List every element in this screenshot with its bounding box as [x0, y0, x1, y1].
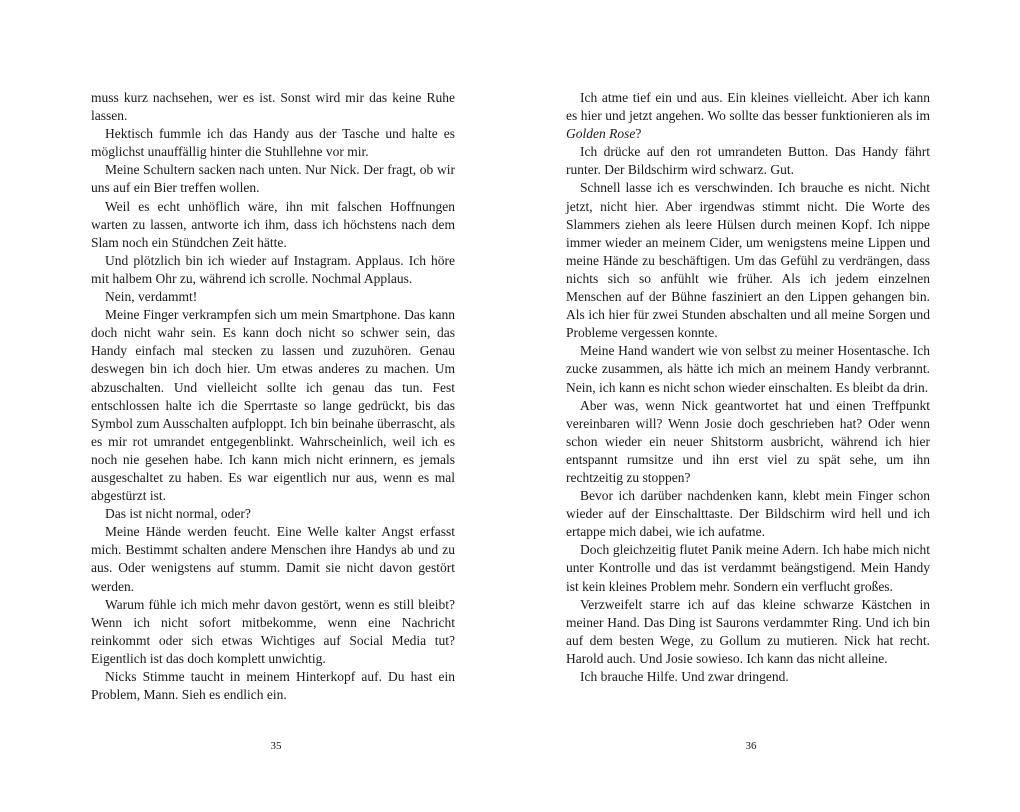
paragraph: muss kurz nachsehen, wer es ist. Sonst wird mir das keine Ruhe lassen. [91, 90, 455, 124]
right-page [566, 89, 930, 686]
paragraph: Nicks Stimme taucht in meinem Hinterkopf auf. Du hast ein Problem, Mann. Sieh es endlich ein. [91, 669, 455, 703]
paragraph: Aber was, wenn Nick geantwortet hat und einen Treffpunkt vereinbaren will? Wenn Josie doch geschrieben hat? Oder wenn schon wieder ein neuer Shitstorm ausbricht, während ich hier entspannt rumsitze und ihn erst viel zu spät sehe, um ihn rechtzeitig zu stoppen? [566, 397, 930, 485]
paragraph: Doch gleichzeitig flutet Panik meine Adern. Ich habe mich nicht unter Kontrolle und das ist verdammt beängstigend. Mein Handy ist kein kleines Problem mehr. Sondern ein verflucht großes. [566, 542, 930, 594]
paragraph [566, 89, 930, 143]
page-number-left: 35 [270, 740, 282, 752]
page-number-right: 36 [745, 740, 757, 752]
paragraph: Ich brauche Hilfe. Und zwar dringend. [580, 669, 789, 684]
text-run: ? [635, 126, 642, 142]
paragraph: Ich drücke auf den rot umrandeten Button. Das Handy fährt runter. Der Bildschirm wird schwarz. Gut. [566, 144, 930, 178]
paragraph: Schnell lasse ich es verschwinden. Ich brauche es nicht. Nicht jetzt, nicht hier. Aber irgendwas stimmt nicht. Die Worte des Slammers ziehen als leere Hülsen durch meinen Kopf. Ich nippe immer wieder an meinem Cider, um wenigstens meine Lippen und meine Hände zu beschäftigen. Um das Gefühl zu verdrängen, dass nichts sich so anfühlt wie früher. Als ich jedem einzelnen Menschen auf der Bühne fasziniert an den Lippen gehangen bin. Als ich hier für zwei Stunden abschalten und all meine Sorgen und Probleme vergessen konnte. [566, 180, 930, 341]
paragraph: Nein, verdammt! [105, 289, 198, 305]
paragraph: Das ist nicht normal, oder? [105, 506, 251, 522]
paragraph: Verzweifelt starre ich auf das kleine schwarze Kästchen in meiner Hand. Das Ding ist Saurons verdammter Ring. Und ich bin auf dem besten Wege, zu Gollum zu mutieren. Nick hat recht. Harold auch. Und Josie sowieso. Ich kann das nicht alleine. [566, 596, 930, 666]
paragraph: Und plötzlich bin ich wieder auf Instagram. Applaus. Ich höre mit halbem Ohr zu, während ich scrolle. Nochmal Applaus. [91, 252, 455, 286]
paragraph: Meine Finger verkrampfen sich um mein Smartphone. Das kann doch nicht wahr sein. Es kann doch nicht so schwer sein, das Handy einfach mal stecken zu lassen und zuzuhören. Genau deswegen bin ich doch hier. Um etwas anderes zu machen. Um abzuschalten. Und vielleicht sollte ich genau das tun. Fest entschlossen halte ich die Sperrtaste so lange gedrückt, bis das Symbol zum Ausschalten aufploppt. Ich bin beinahe überrascht, als es mir rot umrandet entgegenblinkt. Wahrscheinlich, weil ich es noch nie gesehen habe. Ich kann mich nicht erinnern, es jemals ausgeschaltet zu haben. Es war eigentlich nur aus, wenn es mal abgestürzt ist. [91, 307, 455, 504]
paragraph: Meine Hand wandert wie von selbst zu meiner Hosentasche. Ich zucke zusammen, als hätte ich mich an meinem Handy verbrannt. Nein, ich kann es nicht schon wieder einschalten. Es bleibt da drin. [566, 343, 930, 395]
left-page [91, 89, 455, 704]
italic-title: Golden Rose [566, 126, 636, 142]
paragraph: Warum fühle ich mich mehr davon gestört, wenn es still bleibt? Wenn ich nicht sofort mitbekomme, wenn eine Nachricht reinkommt oder sich etwas Wichtiges auf Social Media tut? Eigentlich ist das doch komplett unwichtig. [91, 596, 455, 666]
paragraph: Bevor ich darüber nachdenken kann, klebt mein Finger schon wieder auf der Einschalttaste. Der Bildschirm wird hell und ich ertappe mich dabei, wie ich aufatme. [566, 488, 930, 540]
paragraph: Meine Schultern sacken nach unten. Nur Nick. Der fragt, ob wir uns auf ein Bier treffen wollen. [91, 162, 455, 196]
paragraph: Meine Hände werden feucht. Eine Welle kalter Angst erfasst mich. Bestimmt schalten andere Menschen ihre Handys ab und zu aus. Oder wenigstens auf stumm. Damit sie nicht davon gestört werden. [91, 524, 455, 594]
paragraph: Weil es echt unhöflich wäre, ihn mit falschen Hoffnungen warten zu lassen, antworte ich ihm, dass ich höchstens nach dem Slam noch ein Stündchen Zeit hätte. [91, 198, 455, 250]
paragraph: Hektisch fummle ich das Handy aus der Tasche und halte es möglichst unauffällig hinter die Stuhllehne vor mir. [91, 126, 455, 160]
text-run: Ich atme tief ein und aus. Ein kleines vielleicht. Aber ich kann es hier und jetzt angehen. Wo sollte das besser funktionieren als im [566, 90, 930, 124]
